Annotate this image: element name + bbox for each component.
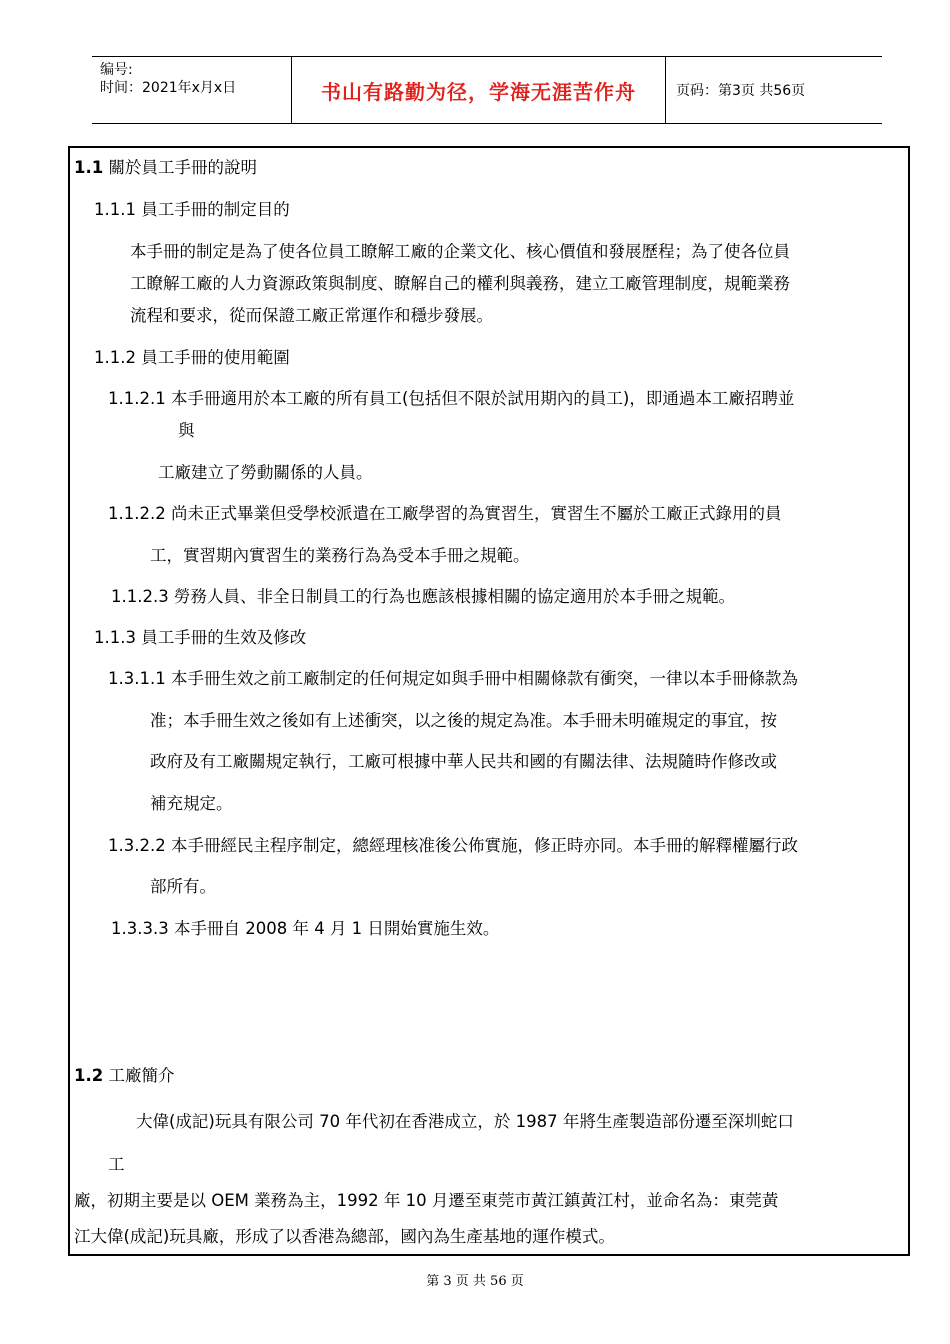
paragraph-line: 工 (108, 1155, 125, 1174)
page-header (92, 56, 882, 124)
document-time: 时间：2021年x月x日 (100, 80, 237, 96)
clause-line: 工廠建立了勞動關係的人員。 (158, 463, 373, 482)
section-title: 工廠簡介 (108, 1066, 175, 1085)
section-title: 關於員工手冊的說明 (108, 158, 257, 177)
subsection-1-1-3-heading: 1.1.3 員工手冊的生效及修改 (94, 628, 307, 647)
clause-line: 1.1.2.2 尚未正式畢業但受學校派遣在工廠學習的為實習生，實習生不屬於工廠正式錄用的員 (108, 504, 782, 523)
section-number: 1.2 (74, 1066, 104, 1085)
header-page-info: 页码：第3页 共56页 (676, 83, 806, 99)
paragraph-line: 大偉(成記)玩具有限公司 70 年代初在香港成立，於 1987 年將生產製造部份遷至深圳蛇口 (136, 1112, 794, 1131)
subsection-1-1-2-heading: 1.1.2 員工手冊的使用範圍 (94, 348, 290, 367)
clause-line: 准；本手冊生效之後如有上述衝突，以之後的規定為准。本手冊未明確規定的事宜，按 (150, 711, 777, 730)
paragraph-line: 工瞭解工廠的人力資源政策與制度、瞭解自己的權利與義務，建立工廠管理制度，規範業務 (130, 274, 790, 293)
clause-line: 與 (178, 421, 195, 440)
paragraph-line: 江大偉(成記)玩具廠，形成了以香港為總部，國內為生產基地的運作模式。 (74, 1227, 615, 1246)
clause-line: 補充規定。 (150, 794, 233, 813)
paragraph-line: 廠，初期主要是以 OEM 業務為主，1992 年 10 月遷至東莞市黃江鎮黃江村，並命名為：東莞黃 (74, 1191, 779, 1210)
clause-line: 部所有。 (150, 877, 216, 896)
paragraph-line: 流程和要求，從而保證工廠正常運作和穩步發展。 (130, 306, 493, 325)
clause-line: 工，實習期內實習生的業務行為為受本手冊之規範。 (150, 546, 530, 565)
document-number-label: 编号: (100, 62, 133, 78)
section-1-1-heading (74, 158, 257, 178)
section-1-2-heading (74, 1066, 174, 1086)
clause-line: 1.3.3.3 本手冊自 2008 年 4 月 1 日開始實施生效。 (111, 919, 500, 938)
header-motto: 书山有路勤为径，学海无涯苦作舟 (321, 79, 636, 104)
header-meta (92, 57, 292, 123)
section-number: 1.1 (74, 158, 104, 177)
clause-line: 1.3.1.1 本手冊生效之前工廠制定的任何規定如與手冊中相關條款有衝突，一律以本手冊條款為 (108, 669, 798, 688)
clause-line: 1.1.2.3 勞務人員、非全日制員工的行為也應該根據相關的協定適用於本手冊之規範。 (111, 587, 735, 606)
clause-line: 1.3.2.2 本手冊經民主程序制定，總經理核准後公佈實施，修正時亦同。本手冊的解釋權屬行政 (108, 836, 798, 855)
content-box (68, 146, 910, 1256)
clause-line: 政府及有工廠關規定執行，工廠可根據中華人民共和國的有關法律、法規隨時作修改或 (150, 752, 777, 771)
clause-line: 1.1.2.1 本手冊適用於本工廠的所有員工(包括但不限於試用期內的員工)，即通過本工廠招聘並 (108, 389, 795, 408)
paragraph-line: 本手冊的制定是為了使各位員工瞭解工廠的企業文化、核心價值和發展歷程；為了使各位員 (130, 242, 790, 261)
subsection-1-1-1-heading: 1.1.1 員工手冊的制定目的 (94, 200, 290, 219)
page-footer: 第 3 页 共 56 页 (426, 1274, 524, 1289)
header-motto-cell (292, 57, 666, 123)
